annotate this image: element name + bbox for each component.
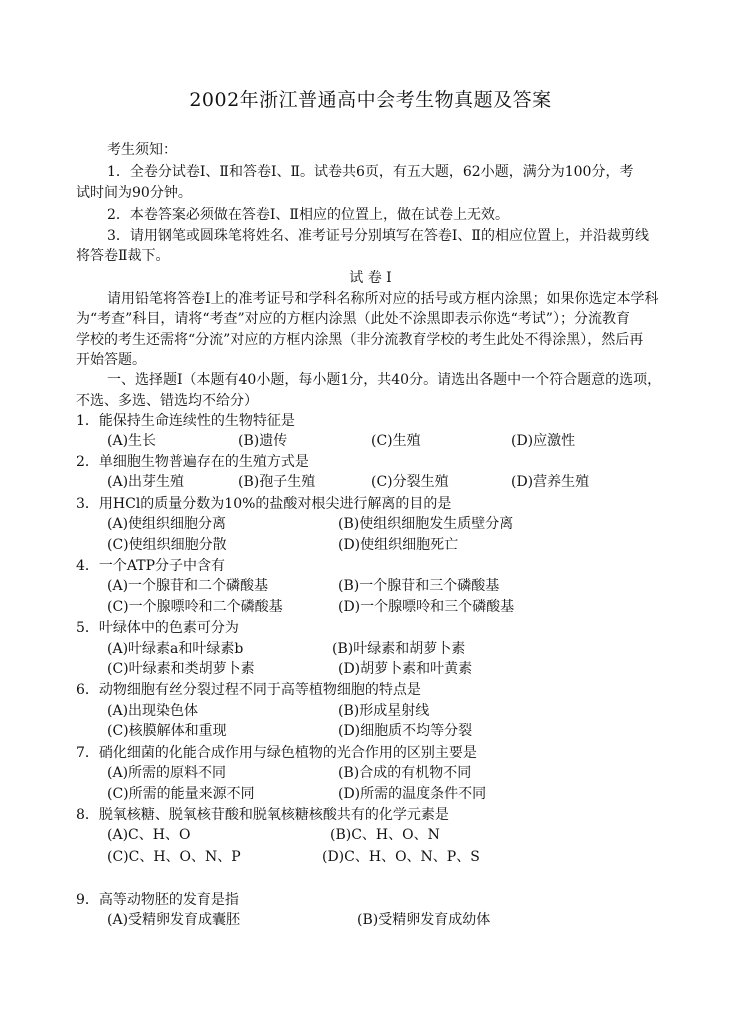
notice-line: 将答卷Ⅱ裁下。 [76,248,170,264]
instruction-line: 请用铅笔将答卷Ⅰ上的准考证号和学科名称所对应的括号或方框内涂黑；如果你选定本学科 [107,291,659,307]
question-stem: 7．硝化细菌的化能合成作用与绿色植物的光合作用的区别主要是 [76,745,477,761]
option-d: (D)使组织细胞死亡 [338,537,459,553]
option-b: (B)孢子生殖 [238,474,316,490]
notice-line: 3．请用钢笔或圆珠笔将姓名、准考证号分别填写在答卷Ⅰ、Ⅱ的相应位置上，并沿裁剪线 [107,228,649,244]
option-a: (A)使组织细胞分离 [107,516,227,532]
option-a: (A)叶绿素a和叶绿素b [107,641,244,657]
notice-heading: 考生须知： [107,142,177,158]
option-c: (C)所需的能量来源不同 [107,786,255,802]
option-b: (B)合成的有机物不同 [338,765,472,781]
question-stem: 2．单细胞生物普遍存在的生殖方式是 [76,454,309,470]
option-b: (B)C、H、O、N [330,827,440,843]
option-c: (C)生殖 [371,433,421,449]
question-stem: 4．一个ATP分子中含有 [76,558,226,574]
option-b: (B)叶绿素和胡萝卜素 [332,641,466,657]
question-stem: 9．高等动物胚的发育是指 [76,892,239,908]
option-d: (D)所需的温度条件不同 [338,786,487,802]
option-c: (C)C、H、O、N、P [107,849,241,865]
instruction-line: 为“考查”科目，请将“考查”对应的方框内涂黑（此处不涂黑即表示你选“考试”）；分流教育 [76,311,630,327]
notice-line: 试时间为90分钟。 [76,185,192,201]
option-c: (C)分裂生殖 [371,474,449,490]
option-b: (B)形成星射线 [338,703,430,719]
part-header: 一、选择题Ⅰ（本题有40小题，每小题1分，共40分。请选出各题中一个符合题意的选项， [107,372,662,388]
question-stem: 3．用HCl的质量分数为10%的盐酸对根尖进行解离的目的是 [76,496,452,512]
question-stem: 6．动物细胞有丝分裂过程不同于高等植物细胞的特点是 [76,682,421,698]
option-a: (A)所需的原料不同 [107,765,227,781]
option-b: (B)遗传 [238,433,288,449]
option-d: (D)一个腺嘌呤和三个磷酸基 [338,599,515,615]
option-b: (B)使组织细胞发生质壁分离 [338,516,514,532]
question-stem: 5．叶绿体中的色素可分为 [76,620,239,636]
notice-line: 1．全卷分试卷Ⅰ、Ⅱ和答卷Ⅰ、Ⅱ。试卷共6页，有五大题，62小题，满分为100分，考 [107,164,634,180]
option-a: (A)受精卵发育成囊胚 [107,912,241,928]
part-header: 不选、多选、错选均不给分） [76,393,258,409]
option-b: (B)一个腺苷和三个磷酸基 [338,578,500,594]
instruction-line: 学校的考生还需将“分流”对应的方框内涂黑（非分流教育学校的考生此处不得涂黑），然后再 [76,332,644,348]
instruction-line: 开始答题。 [76,352,146,368]
option-a: (A)生长 [107,433,157,449]
option-b: (B)受精卵发育成幼体 [357,912,491,928]
option-c: (C)一个腺嘌呤和二个磷酸基 [107,599,283,615]
option-c: (C)核膜解体和重现 [107,723,227,739]
question-stem: 8．脱氧核糖、脱氧核苷酸和脱氧核糖核酸共有的化学元素是 [76,807,449,823]
option-d: (D)胡萝卜素和叶黄素 [338,661,473,677]
option-a: (A)出现染色体 [107,703,199,719]
option-c: (C)叶绿素和类胡萝卜素 [107,661,255,677]
option-d: (D)应激性 [511,433,576,449]
option-a: (A)C、H、O [107,827,191,843]
option-c: (C)使组织细胞分散 [107,537,227,553]
option-a: (A)出芽生殖 [107,474,185,490]
page-title: 2002年浙江普通高中会考生物真题及答案 [189,89,552,111]
option-d: (D)营养生殖 [511,474,590,490]
option-a: (A)一个腺苷和二个磷酸基 [107,578,269,594]
option-d: (D)C、H、O、N、P、S [322,849,480,865]
question-stem: 1．能保持生命连续性的生物特征是 [76,413,295,429]
section-title: 试 卷 Ⅰ [349,270,392,286]
notice-line: 2．本卷答案必须做在答卷Ⅰ、Ⅱ相应的位置上，做在试卷上无效。 [107,207,509,223]
option-d: (D)细胞质不均等分裂 [338,723,473,739]
